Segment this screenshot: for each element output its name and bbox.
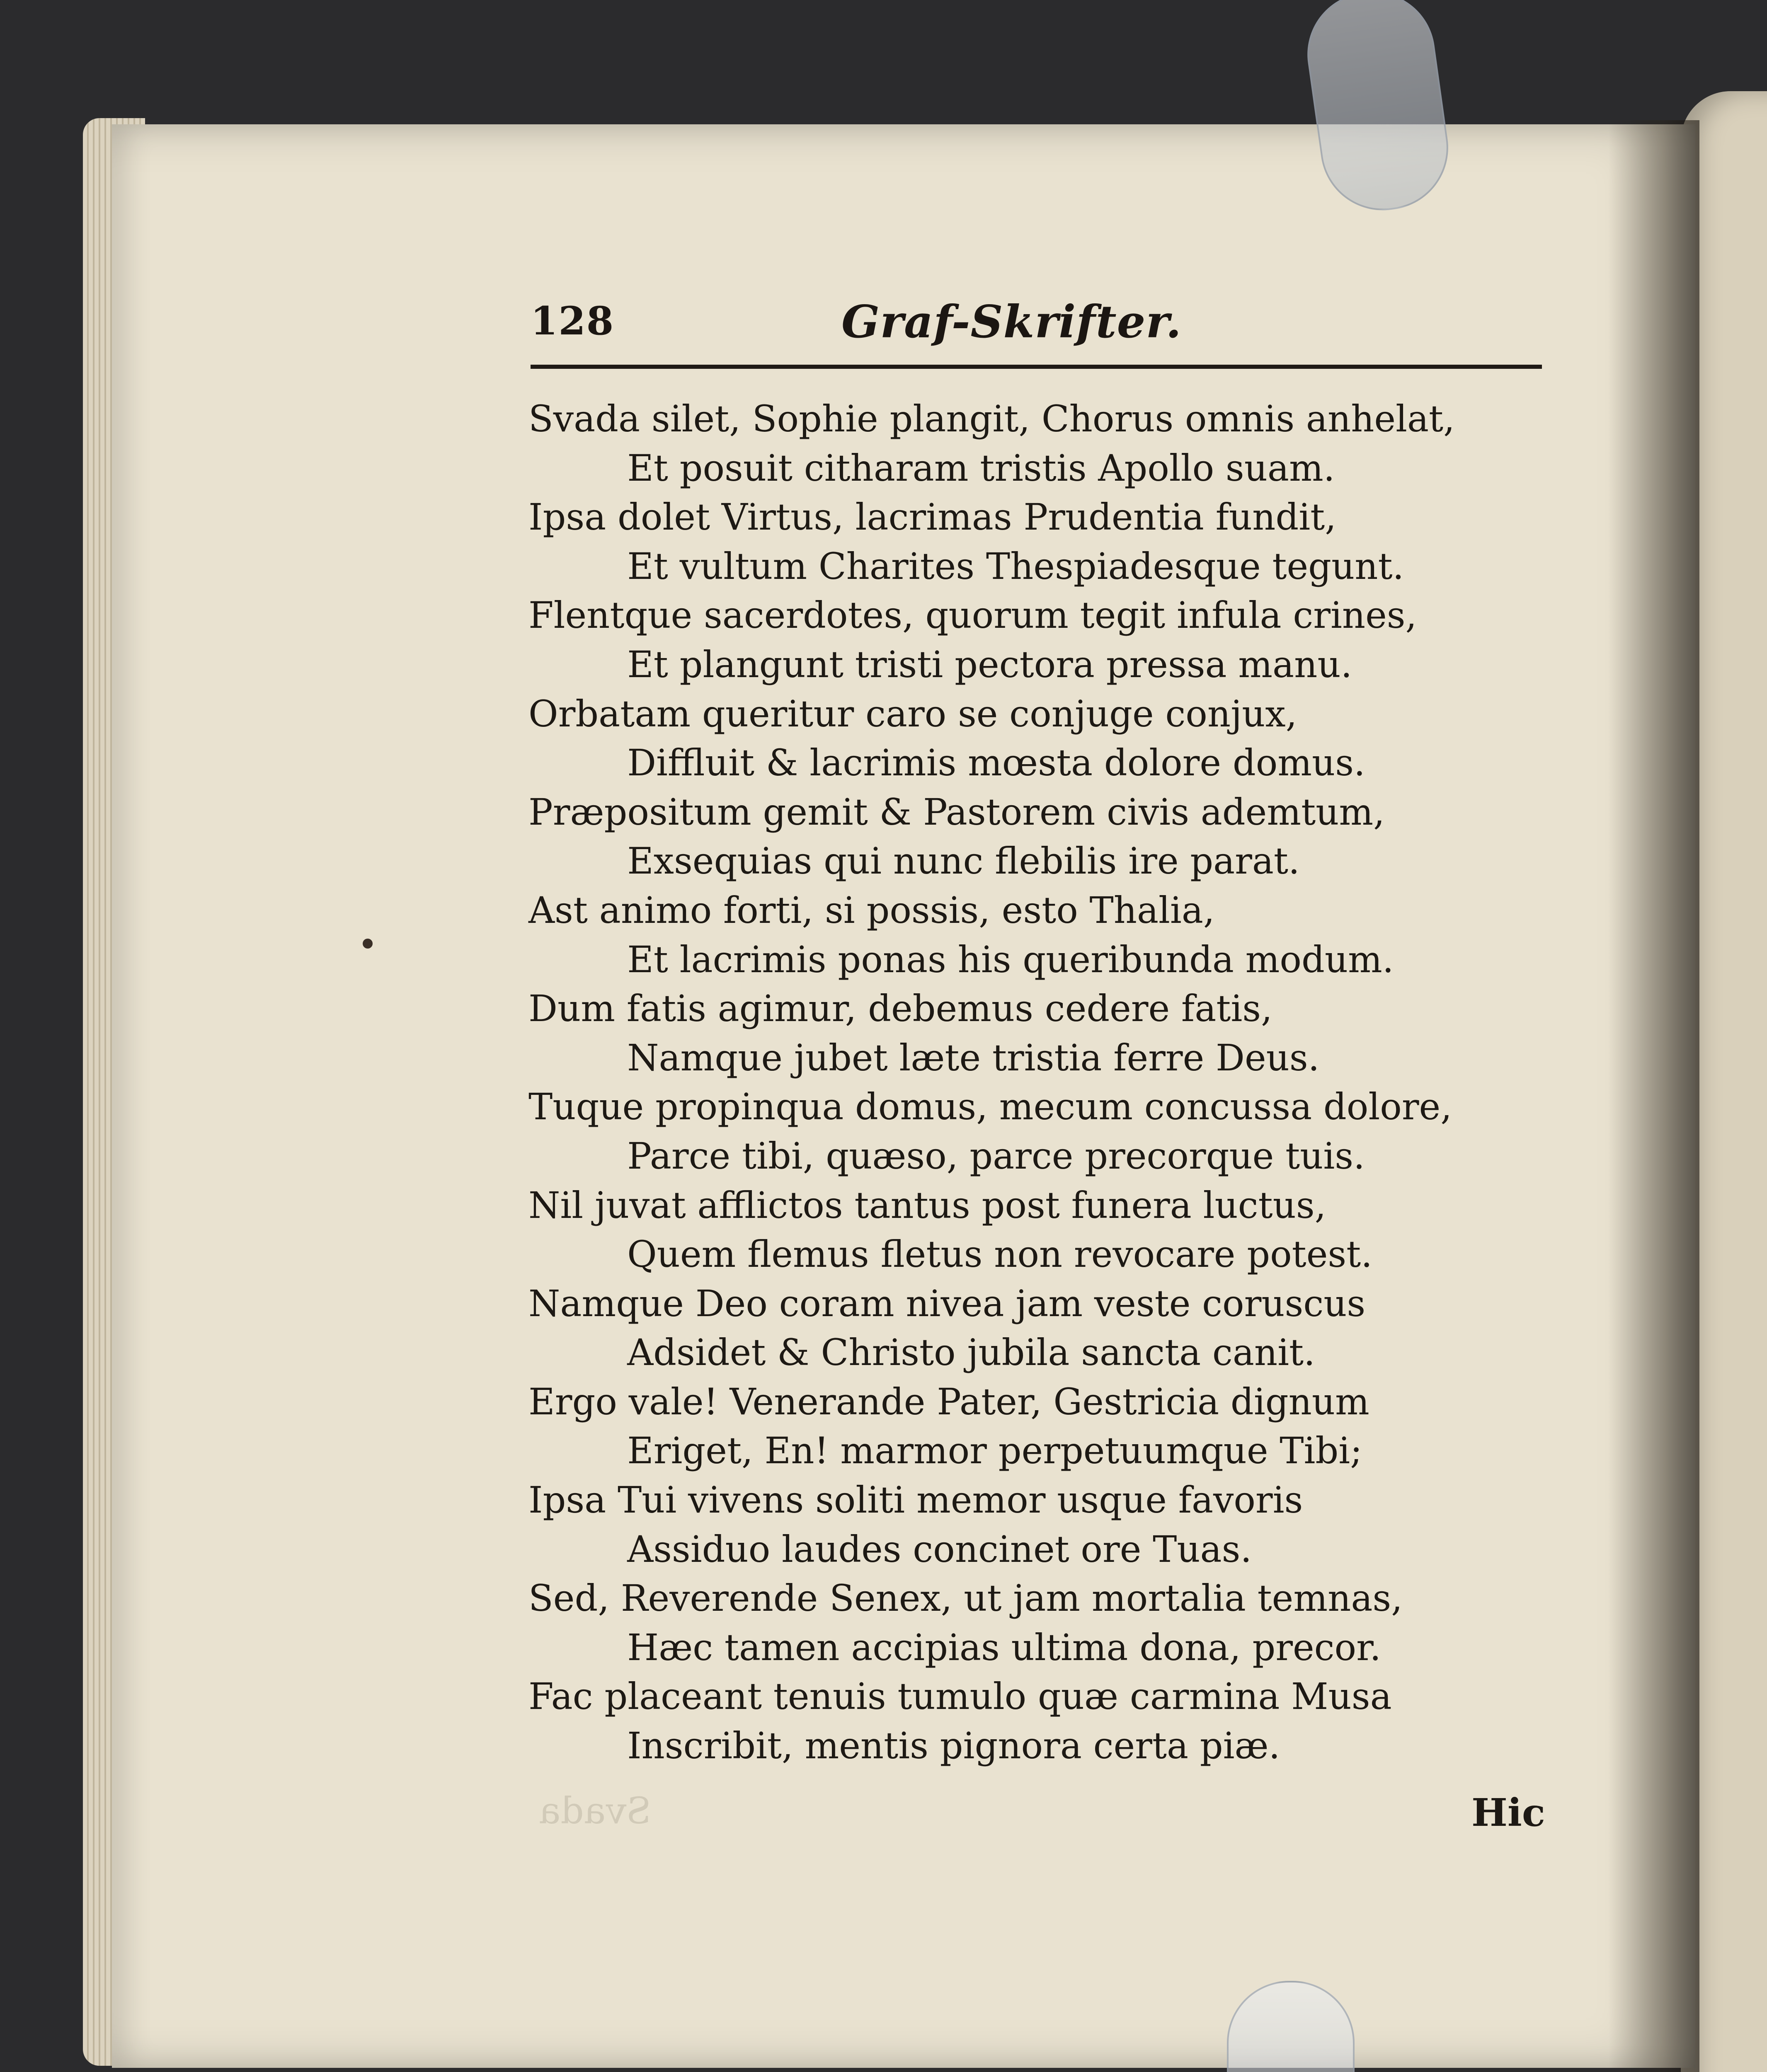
- ink-speck: [363, 939, 373, 949]
- poem-line: Assiduo laudes concinet ore Tuas.: [627, 1527, 1252, 1571]
- poem-line: Flentque sacerdotes, quorum tegit infula crines,: [528, 594, 1417, 637]
- poem-line: Exsequias qui nunc flebilis ire parat.: [627, 840, 1300, 883]
- poem-line: Quem flemus fletus non revocare potest.: [627, 1233, 1373, 1276]
- poem-line: Hæc tamen accipias ultima dona, precor.: [627, 1626, 1381, 1669]
- poem-line: Et plangunt tristi pectora pressa manu.: [627, 643, 1353, 686]
- poem-line: Et vultum Charites Thespiadesque tegunt.: [627, 545, 1404, 588]
- poem-line: Namque jubet læte tristia ferre Deus.: [627, 1036, 1320, 1079]
- page-header: [531, 298, 1542, 352]
- poem-line: Ergo vale! Venerande Pater, Gestricia dignum: [528, 1380, 1369, 1423]
- poem-line: Adsidet & Christo jubila sancta canit.: [627, 1331, 1315, 1374]
- gutter-shadow: [1608, 120, 1699, 2072]
- poem-line: Nil juvat afflictos tantus post funera luctus,: [528, 1184, 1326, 1227]
- poem-line: Et lacrimis ponas his queribunda modum.: [627, 938, 1394, 981]
- page-number: 128: [531, 298, 615, 344]
- poem-line: Tuque propinqua domus, mecum concussa dolore,: [528, 1085, 1452, 1128]
- poem-line: Dum fatis agimur, debemus cedere fatis,: [528, 987, 1273, 1030]
- poem-line: Ipsa dolet Virtus, lacrimas Prudentia fundit,: [528, 496, 1336, 539]
- poem-line: Sed, Reverende Senex, ut jam mortalia temnas,: [528, 1577, 1403, 1620]
- poem-line: Præpositum gemit & Pastorem civis ademtum,: [528, 790, 1385, 833]
- poem-line: Fac placeant tenuis tumulo quæ carmina Musa: [528, 1675, 1392, 1718]
- bleed-through-text: Svada: [539, 1789, 652, 1832]
- poem-line: Ast animo forti, si possis, esto Thalia,: [528, 888, 1215, 932]
- poem-line: Svada silet, Sophie plangit, Chorus omnis anhelat,: [528, 397, 1455, 440]
- poem-line: Inscribit, mentis pignora certa piæ.: [627, 1724, 1280, 1767]
- running-title: Graf-Skrifter.: [841, 296, 1182, 348]
- poem-line: Ipsa Tui vivens soliti memor usque favoris: [528, 1479, 1303, 1522]
- poem-line: Diffluit & lacrimis mœsta dolore domus.: [627, 741, 1365, 784]
- poem-line: Orbatam queritur caro se conjuge conjux,: [528, 692, 1297, 735]
- poem-body: [528, 395, 1556, 1771]
- poem-line: Et posuit citharam tristis Apollo suam.: [627, 446, 1335, 489]
- header-rule: [531, 365, 1542, 369]
- catchword: Hic: [1471, 1790, 1545, 1835]
- poem-line: Eriget, En! marmor perpetuumque Tibi;: [627, 1429, 1362, 1472]
- poem-line: Namque Deo coram nivea jam veste coruscus: [528, 1282, 1366, 1325]
- poem-line: Parce tibi, quæso, parce precorque tuis.: [627, 1134, 1365, 1177]
